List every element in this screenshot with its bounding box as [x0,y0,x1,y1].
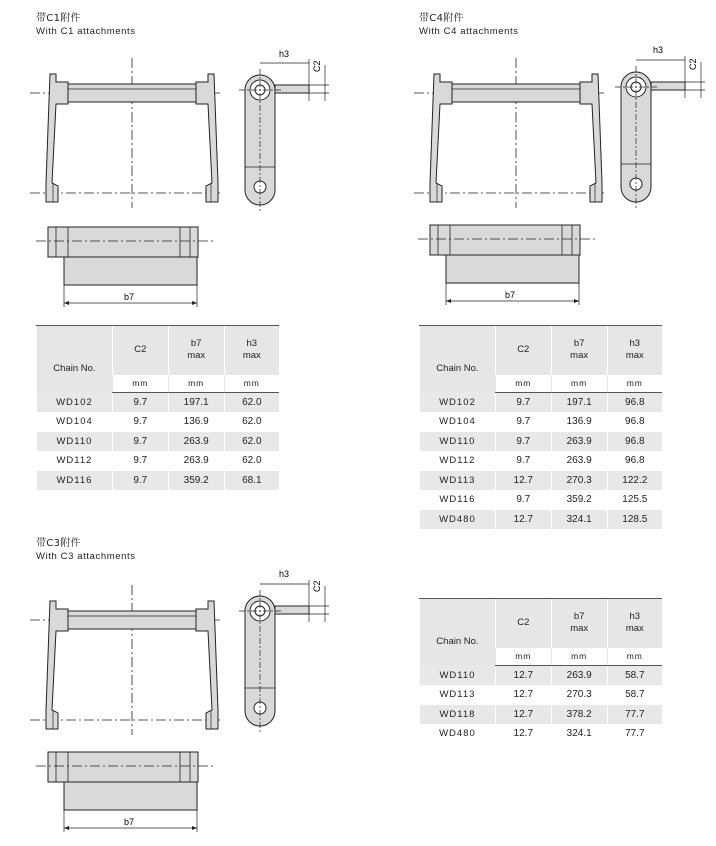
cell-b7: 197.1 [168,392,224,412]
cell-c2: 12.7 [495,471,551,491]
unit-b7: mm [168,375,224,392]
side-view-c1 [239,59,329,211]
cell-c2: 12.7 [495,510,551,530]
cell-h3: 62.0 [224,412,279,432]
cell-c2: 12.7 [495,705,551,725]
header-b7: b7 max [551,599,607,648]
cell-h3: 96.8 [607,412,662,432]
cell-b7: 378.2 [551,705,607,725]
label-b7-c1: b7 [124,292,135,302]
spec-table-c3 [419,598,662,744]
cell-chain-no: WD480 [420,724,496,744]
table-row [420,724,663,744]
table-row [420,412,663,432]
header-chain-no: Chain No. [420,326,496,393]
spec-table-c4 [419,325,662,529]
title-cn: 带C3附件 [36,538,81,549]
spec-table-c1 [36,325,279,490]
front-view-c4 [414,58,604,208]
cell-c2: 9.7 [112,432,168,452]
table-row [37,392,280,412]
unit-h3: mm [607,375,662,392]
label-b7-c4: b7 [505,290,516,300]
table-row [37,432,280,452]
header-c2: C2 [495,599,551,648]
cell-chain-no: WD112 [37,451,113,471]
label-h3-c3: h3 [279,569,290,579]
cell-c2: 12.7 [495,665,551,685]
table-row [420,705,663,725]
title-en: With C3 attachments [36,551,136,562]
cell-b7: 324.1 [551,510,607,530]
cell-chain-no: WD116 [37,471,113,491]
header-h3: h3 max [607,599,662,648]
cell-chain-no: WD104 [420,412,496,432]
cell-b7: 263.9 [168,432,224,452]
cell-c2: 9.7 [112,412,168,432]
cell-b7: 359.2 [551,490,607,510]
cell-h3: 128.5 [607,510,662,530]
cell-h3: 122.2 [607,471,662,491]
cell-chain-no: WD480 [420,510,496,530]
unit-h3: mm [607,648,662,665]
label-h3-c4: h3 [653,45,664,55]
title-cn: 带C1附件 [36,13,81,24]
cell-b7: 263.9 [551,432,607,452]
cell-chain-no: WD104 [37,412,113,432]
front-view-c3 [30,585,220,735]
cell-h3: 62.0 [224,392,279,412]
table-row [420,510,663,530]
label-h3-c1: h3 [279,49,290,59]
cell-chain-no: WD110 [37,432,113,452]
cell-h3: 58.7 [607,685,662,705]
cell-h3: 62.0 [224,432,279,452]
cell-chain-no: WD102 [420,392,496,412]
cell-b7: 136.9 [168,412,224,432]
table-row [420,490,663,510]
cell-h3: 96.8 [607,392,662,412]
label-c2-c3: C2 [312,580,322,592]
table-row [420,665,663,685]
cell-h3: 125.5 [607,490,662,510]
unit-c2: mm [495,375,551,392]
cell-c2: 9.7 [112,451,168,471]
table-row [420,451,663,471]
header-b7: b7 max [551,326,607,375]
cell-c2: 9.7 [112,471,168,491]
label-c2-c1: C2 [312,60,322,72]
label-b7-c3: b7 [124,817,135,827]
cell-b7: 263.9 [551,451,607,471]
cell-c2: 9.7 [495,451,551,471]
cell-chain-no: WD113 [420,685,496,705]
header-c2: C2 [112,326,168,375]
table-row [420,432,663,452]
cell-h3: 96.8 [607,451,662,471]
cell-c2: 9.7 [495,412,551,432]
header-chain-no: Chain No. [420,599,496,666]
cell-b7: 136.9 [551,412,607,432]
table-row [420,392,663,412]
header-c2: C2 [495,326,551,375]
cell-b7: 324.1 [551,724,607,744]
cell-b7: 263.9 [168,451,224,471]
cell-h3: 68.1 [224,471,279,491]
cell-chain-no: WD113 [420,471,496,491]
cell-c2: 12.7 [495,685,551,705]
unit-b7: mm [551,375,607,392]
table-row [420,685,663,705]
header-h3: h3 max [224,326,279,375]
cell-b7: 270.3 [551,685,607,705]
cell-c2: 12.7 [495,724,551,744]
cell-b7: 359.2 [168,471,224,491]
title-cn: 带C4附件 [419,13,464,24]
cell-chain-no: WD102 [37,392,113,412]
table-row [37,451,280,471]
header-b7: b7 max [168,326,224,375]
cell-chain-no: WD116 [420,490,496,510]
header-chain-no: Chain No. [37,326,113,393]
cell-c2: 9.7 [495,392,551,412]
cell-h3: 96.8 [607,432,662,452]
unit-b7: mm [551,648,607,665]
title-en: With C1 attachments [36,26,136,37]
unit-c2: mm [112,375,168,392]
cell-h3: 77.7 [607,705,662,725]
cell-chain-no: WD110 [420,432,496,452]
cell-h3: 62.0 [224,451,279,471]
side-view-c3 [239,580,329,732]
cell-h3: 77.7 [607,724,662,744]
side-view-c4 [615,56,705,208]
unit-c2: mm [495,648,551,665]
table-row [37,412,280,432]
front-view-c1 [30,58,220,208]
cell-c2: 9.7 [495,432,551,452]
cell-c2: 9.7 [112,392,168,412]
cell-b7: 197.1 [551,392,607,412]
unit-h3: mm [224,375,279,392]
header-h3: h3 max [607,326,662,375]
cell-c2: 9.7 [495,490,551,510]
table-row [37,471,280,491]
label-c2-c4: C2 [688,58,698,70]
cell-b7: 263.9 [551,665,607,685]
table-row [420,471,663,491]
cell-b7: 270.3 [551,471,607,491]
cell-h3: 58.7 [607,665,662,685]
cell-chain-no: WD110 [420,665,496,685]
title-en: With C4 attachments [419,26,519,37]
cell-chain-no: WD118 [420,705,496,725]
cell-chain-no: WD112 [420,451,496,471]
